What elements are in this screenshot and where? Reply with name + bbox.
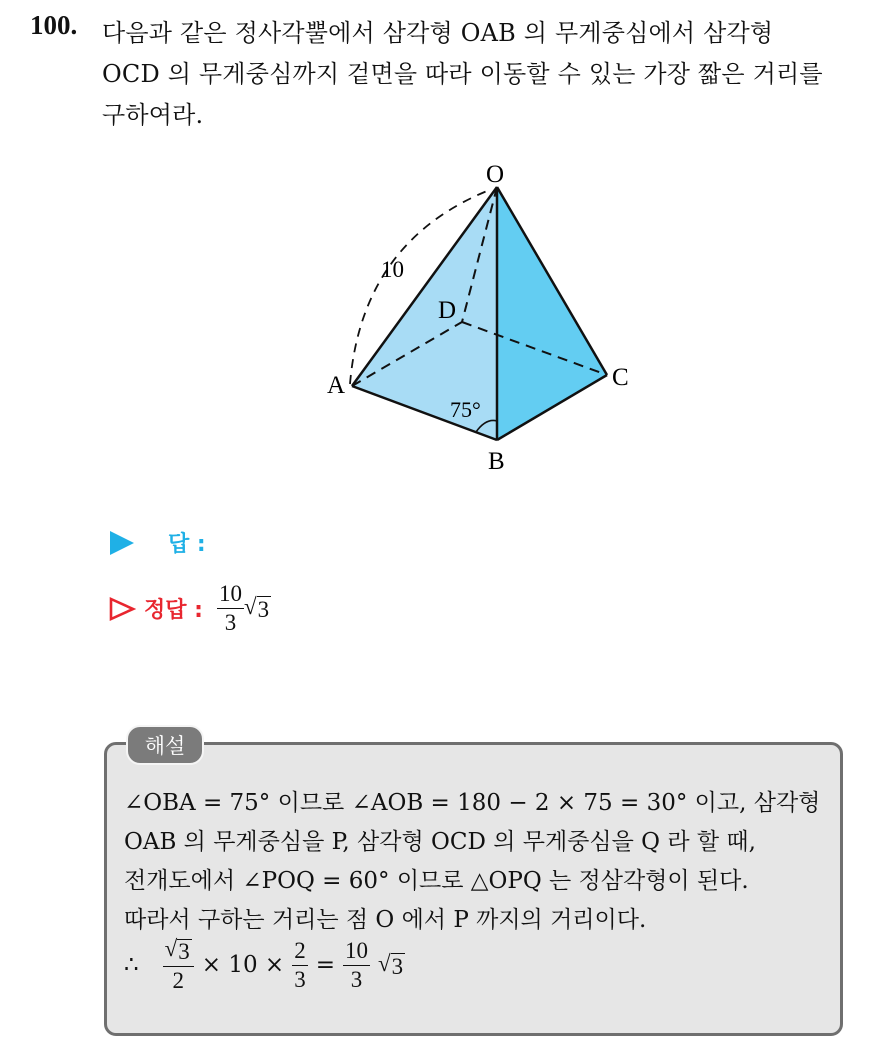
pyramid-figure [0, 0, 884, 520]
solution-line-2: OAB 의 무게중심을 P, 삼각형 OCD 의 무게중심을 Q 라 할 때, [124, 829, 756, 855]
equation-sqrt [378, 951, 405, 980]
solution-tag: 해설 [126, 725, 204, 765]
angle-label: 75° [450, 397, 481, 422]
correct-answer-sqrt [244, 594, 271, 623]
vertex-label-c: C [612, 364, 629, 391]
play-triangle-icon [110, 531, 134, 555]
fraction-1-numerator [163, 937, 194, 967]
equals-sign: = [315, 952, 335, 979]
vertex-label-b: B [488, 448, 505, 475]
vertex-label-o: O [486, 161, 505, 188]
fraction-2-denominator: 3 [294, 966, 306, 992]
question-text-line-2: OCD 의 무게중심까지 겉면을 따라 이동할 수 있는 가장 짧은 거리를 [102, 60, 823, 88]
radicand: 3 [257, 597, 270, 623]
equation-fraction-1 [163, 937, 194, 993]
correct-answer-row [108, 582, 271, 635]
solution-line-4: 따라서 구하는 거리는 점 O 에서 P 까지의 거리이다. [124, 907, 647, 933]
fraction-2-numerator: 2 [292, 939, 308, 966]
vertex-label-a: A [327, 372, 346, 399]
question-text-line-3: 구하여라. [102, 101, 204, 129]
solution-line-1: ∠OBA = 75° 이므로 ∠AOB = 180 − 2 × 75 = 30° 이고, 삼각형 [124, 790, 821, 816]
answer-row [110, 527, 206, 558]
fraction-3-denominator: 3 [350, 966, 363, 992]
fraction-1-denominator: 2 [172, 968, 184, 994]
fraction-denominator: 3 [224, 610, 237, 636]
correct-answer-fraction [217, 582, 244, 635]
solution-line-3: 전개도에서 ∠POQ = 60° 이므로 △OPQ 는 정삼각형이 된다. [124, 868, 749, 894]
solution-final-equation [124, 937, 405, 993]
radicand: 3 [391, 953, 404, 979]
equation-fraction-2 [292, 939, 308, 992]
outline-triangle-icon [108, 596, 136, 622]
edge-length-label: 10 [381, 257, 404, 282]
question-text-line-1: 다음과 같은 정사각뿔에서 삼각형 OAB 의 무게중심에서 삼각형 [102, 19, 774, 47]
correct-answer-label: 정답 : [144, 598, 203, 624]
therefore-symbol: ∴ [124, 952, 139, 979]
times-ten: × 10 × [201, 952, 285, 979]
equation-fraction-3 [343, 939, 370, 992]
vertex-label-d: D [438, 297, 457, 324]
fraction-3-numerator: 10 [343, 939, 370, 966]
fraction-numerator: 10 [217, 582, 244, 609]
question-number: 100. [30, 10, 78, 40]
answer-label: 답 : [168, 532, 206, 557]
root-sign: √ [377, 950, 391, 976]
root-sign: √ [164, 936, 178, 961]
right-face [497, 187, 607, 440]
root-sign: √ [243, 594, 257, 620]
radicand: 3 [178, 939, 190, 964]
